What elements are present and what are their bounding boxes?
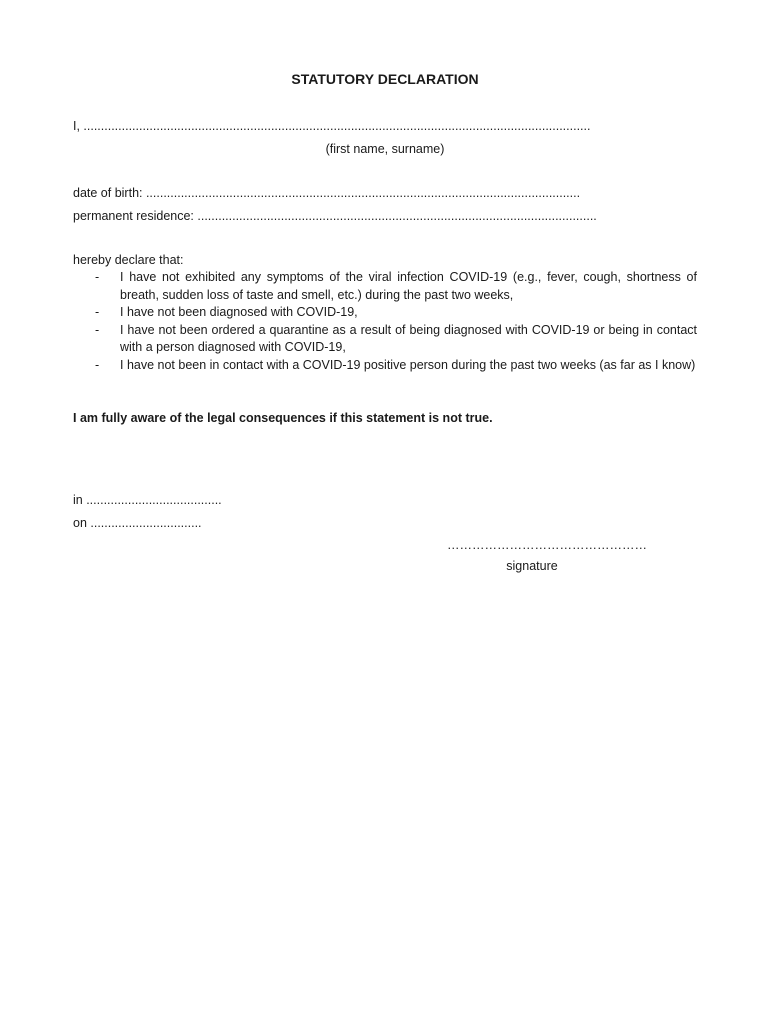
declaration-intro: hereby declare that: (73, 253, 184, 267)
list-dash: - (95, 270, 100, 284)
signature-line: ………………………………………… (447, 538, 647, 552)
permanent-residence-line: permanent residence: ................................................................................................................... (73, 209, 597, 223)
date-field-line: on ................................ (73, 516, 202, 530)
date-of-birth-line: date of birth: ............................................................................................................................. (73, 186, 581, 200)
place-field-line: in ....................................... (73, 493, 222, 507)
signature-label: signature (506, 559, 558, 573)
declaration-text: I have not been diagnosed with COVID-19, (120, 305, 358, 319)
declaration-list (95, 269, 697, 374)
list-dash: - (95, 305, 100, 319)
name-field-line: I, .................................................................................................................................................. (73, 119, 591, 133)
declaration-item-symptoms (95, 269, 697, 304)
declaration-item-contact (95, 357, 697, 375)
name-field-hint: (first name, surname) (325, 142, 445, 156)
declaration-item-diagnosis (95, 304, 697, 322)
list-dash: - (95, 322, 100, 337)
legal-awareness-statement: I am fully aware of the legal consequences if this statement is not true. (73, 411, 493, 425)
document-title: STATUTORY DECLARATION (291, 71, 479, 87)
list-dash: - (95, 357, 100, 372)
declaration-text: I have not exhibited any symptoms of the viral infection COVID-19 (e.g., fever, cough, shortness of breath, sudden loss of taste and smell, etc.) during the past two weeks, (120, 270, 697, 302)
declaration-item-quarantine (95, 322, 697, 357)
declaration-text: I have not been ordered a quarantine as a result of being diagnosed with COVID-19 or being in contact with a person diagnosed with COVID-19, (120, 322, 697, 354)
declaration-text: I have not been in contact with a COVID-19 positive person during the past two weeks (as far as I know) (120, 357, 696, 372)
